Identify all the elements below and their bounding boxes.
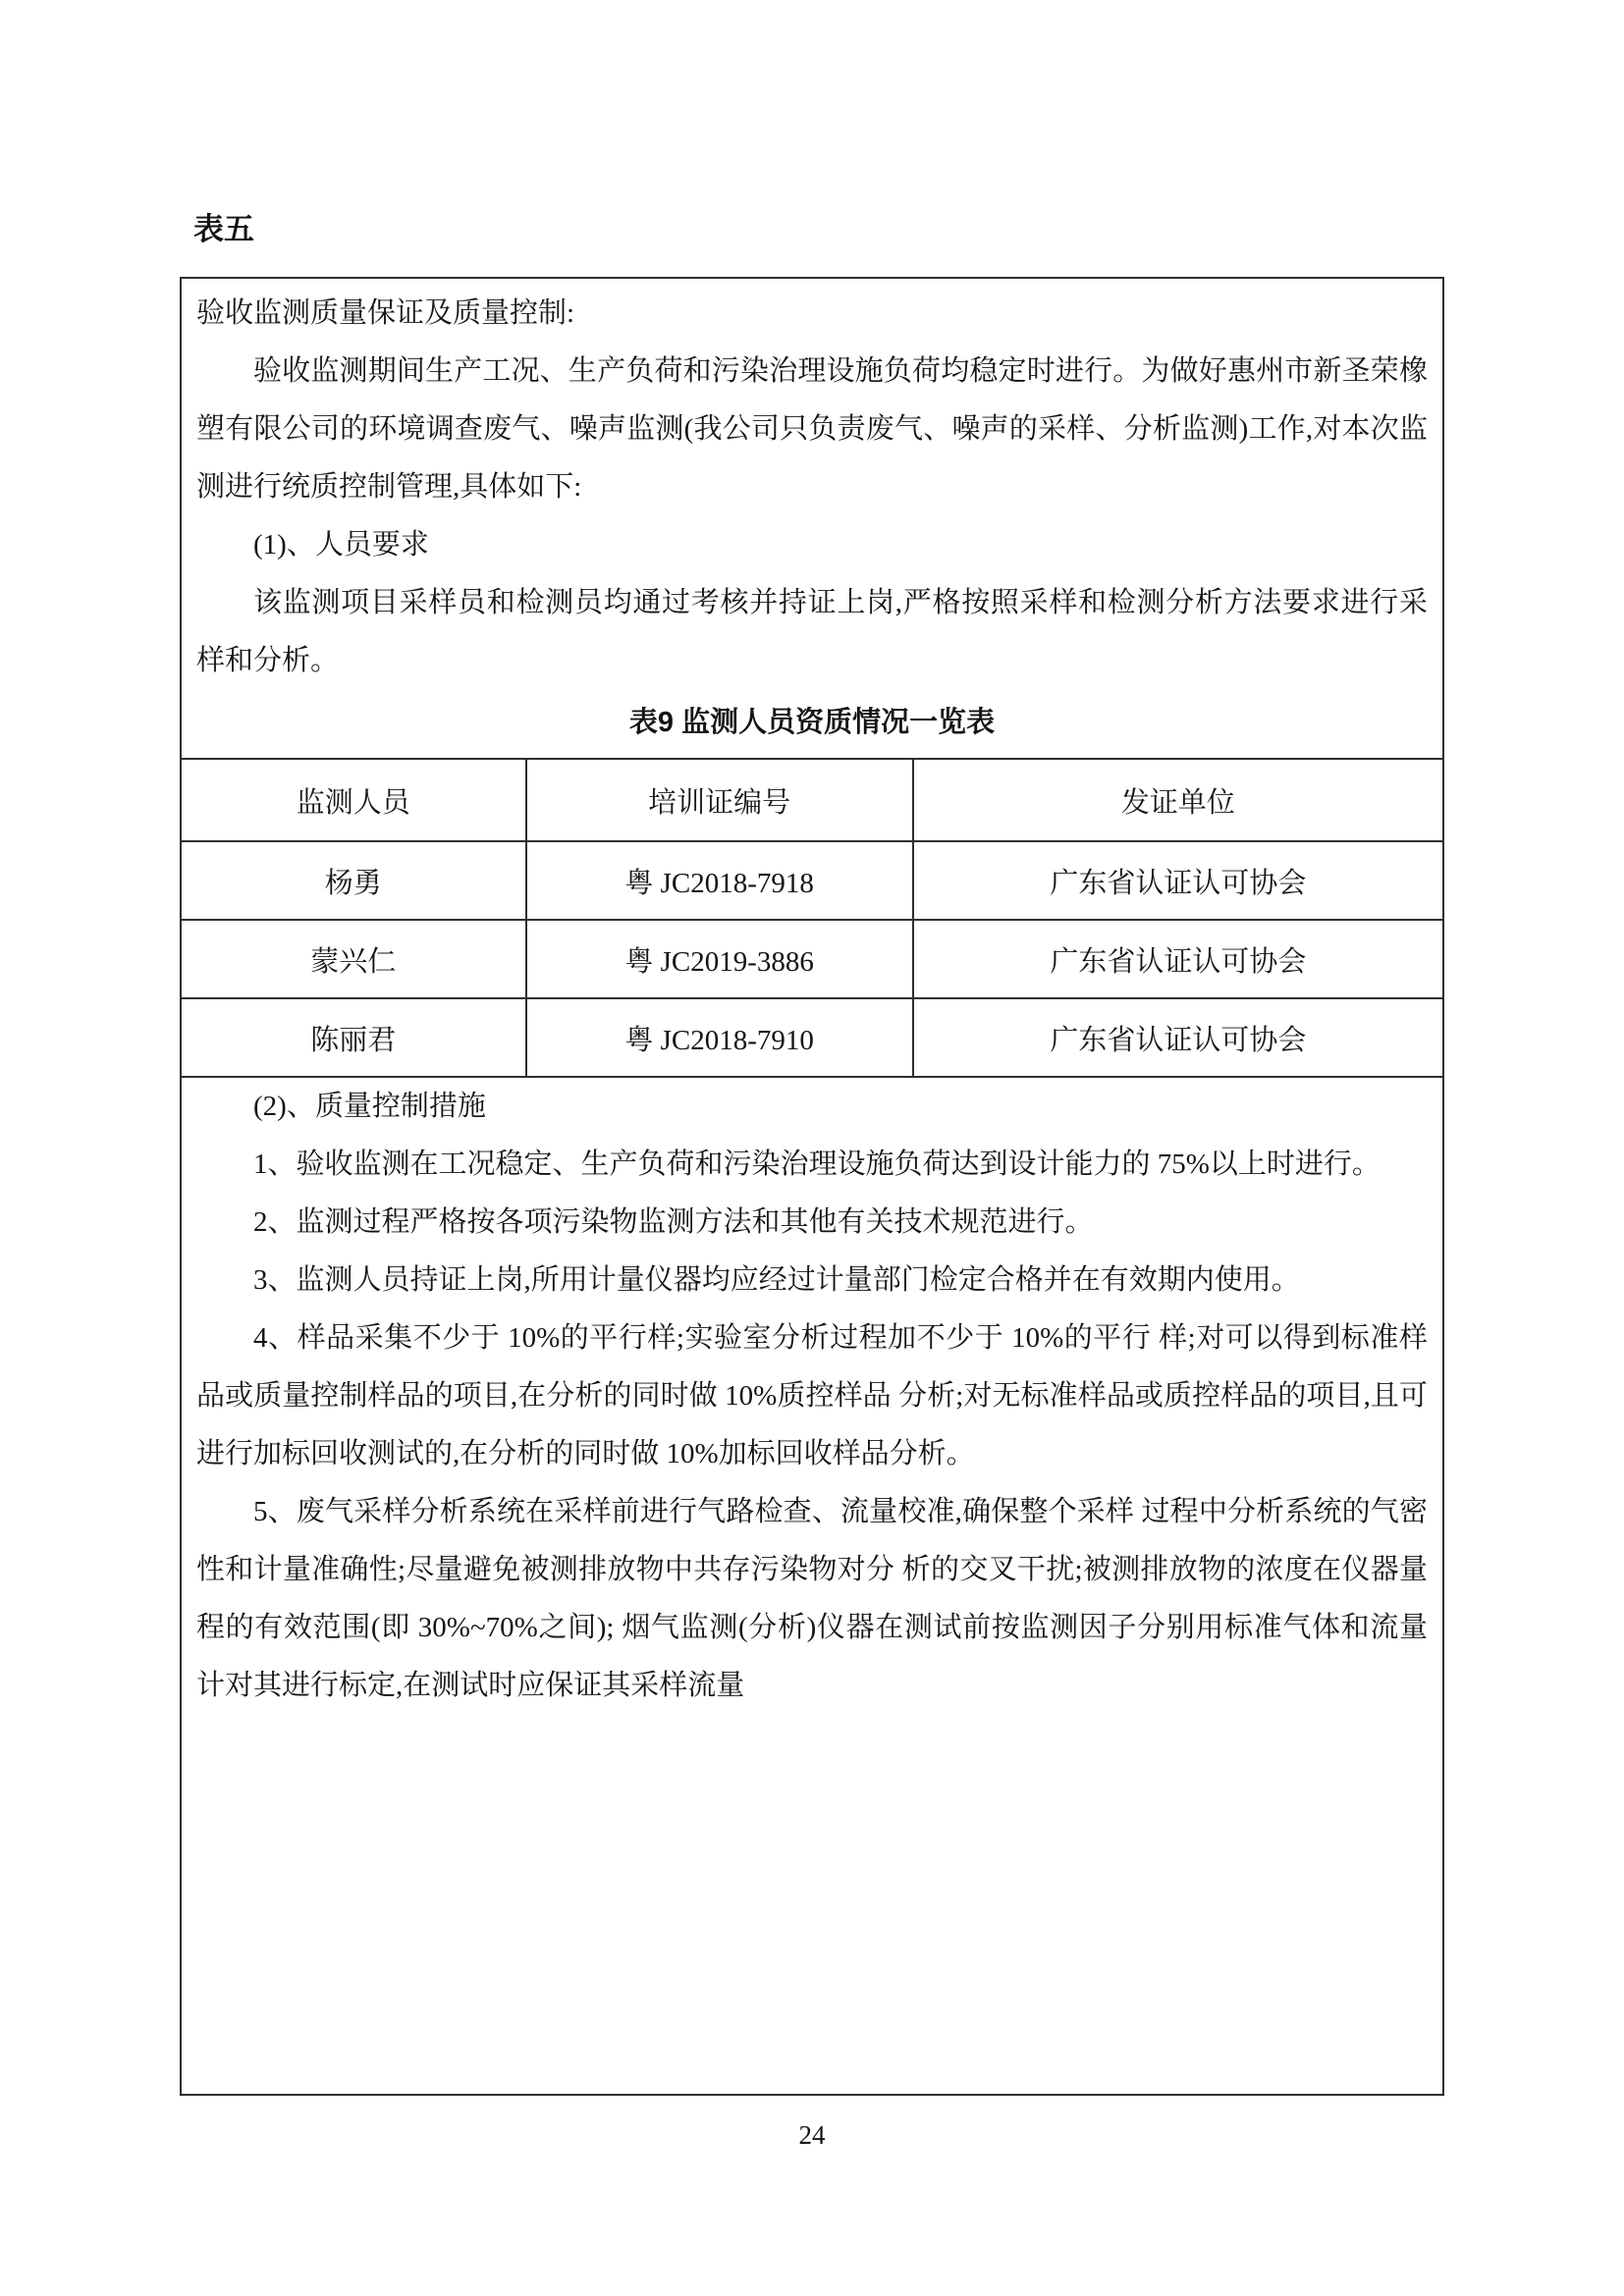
qc-item-1: 1、验收监测在工况稳定、生产负荷和污染治理设施负荷达到设计能力的 75%以上时进行。 bbox=[253, 1148, 1380, 1180]
qc-item-2: 2、监测过程严格按各项污染物监测方法和其他有关技术规范进行。 bbox=[253, 1206, 1094, 1238]
table-header-row bbox=[182, 759, 1442, 841]
form-label: 表五 bbox=[193, 212, 254, 246]
cell-certificate-no: 粤 JC2018-7918 bbox=[526, 841, 913, 920]
cell-certificate-no: 粤 JC2019-3886 bbox=[526, 920, 913, 998]
cell-name: 蒙兴仁 bbox=[182, 920, 526, 998]
subsection-personnel-requirements: (1)、人员要求 bbox=[253, 529, 429, 561]
table-title: 表9 监测人员资质情况一览表 bbox=[628, 707, 996, 738]
cell-issuer: 广东省认证认可协会 bbox=[913, 920, 1442, 998]
paragraph-intro: 验收监测期间生产工况、生产负荷和污染治理设施负荷均稳定时进行。为做好惠州市新圣荣橡塑有限公司的环境调查废气、噪声监测(我公司只负责废气、噪声的采样、分析监测)工作,对本次监测进行统质控制管理,具体如下: bbox=[196, 355, 1428, 503]
personnel-table bbox=[182, 758, 1442, 1078]
cell-issuer: 广东省认证认可协会 bbox=[913, 841, 1442, 920]
cell-certificate-no: 粤 JC2018-7910 bbox=[526, 998, 913, 1077]
qc-item-5: 5、废气采样分析系统在采样前进行气路检查、流量校准,确保整个采样 过程中分析系统的气密性和计量准确性;尽量避免被测排放物中共存污染物对分 析的交叉干扰;被测排放物的浓度在仪器量程的有效范围(即 30%~70%之间); 烟气监测(分析)仪器在测试前按监测因子分别用标准气体和流量计对其进行标定,在测试时应保证其采样流量 bbox=[196, 1496, 1428, 1701]
content-box bbox=[180, 277, 1444, 2096]
col-header-personnel: 监测人员 bbox=[182, 759, 526, 841]
qc-item-4: 4、样品采集不少于 10%的平行样;实验室分析过程加不少于 10%的平行 样;对可以得到标准样品或质量控制样品的项目,在分析的同时做 10%质控样品 分析;对无标准样品或质控样品的项目,且可进行加标回收测试的,在分析的同时做 10%加标回收样品分析。 bbox=[196, 1322, 1428, 1469]
section-heading: 验收监测质量保证及质量控制: bbox=[196, 297, 575, 329]
cell-name: 陈丽君 bbox=[182, 998, 526, 1077]
col-header-certificate-no: 培训证编号 bbox=[526, 759, 913, 841]
qc-item-3: 3、监测人员持证上岗,所用计量仪器均应经过计量部门检定合格并在有效期内使用。 bbox=[253, 1264, 1300, 1296]
table-row bbox=[182, 998, 1442, 1077]
subsection-quality-control-measures: (2)、质量控制措施 bbox=[253, 1091, 486, 1122]
table-row bbox=[182, 841, 1442, 920]
paragraph-personnel: 该监测项目采样员和检测员均通过考核并持证上岗,严格按照采样和检测分析方法要求进行采样和分析。 bbox=[196, 587, 1428, 676]
page-number: 24 bbox=[798, 2120, 826, 2150]
cell-name: 杨勇 bbox=[182, 841, 526, 920]
col-header-issuer: 发证单位 bbox=[913, 759, 1442, 841]
cell-issuer: 广东省认证认可协会 bbox=[913, 998, 1442, 1077]
table-row bbox=[182, 920, 1442, 998]
